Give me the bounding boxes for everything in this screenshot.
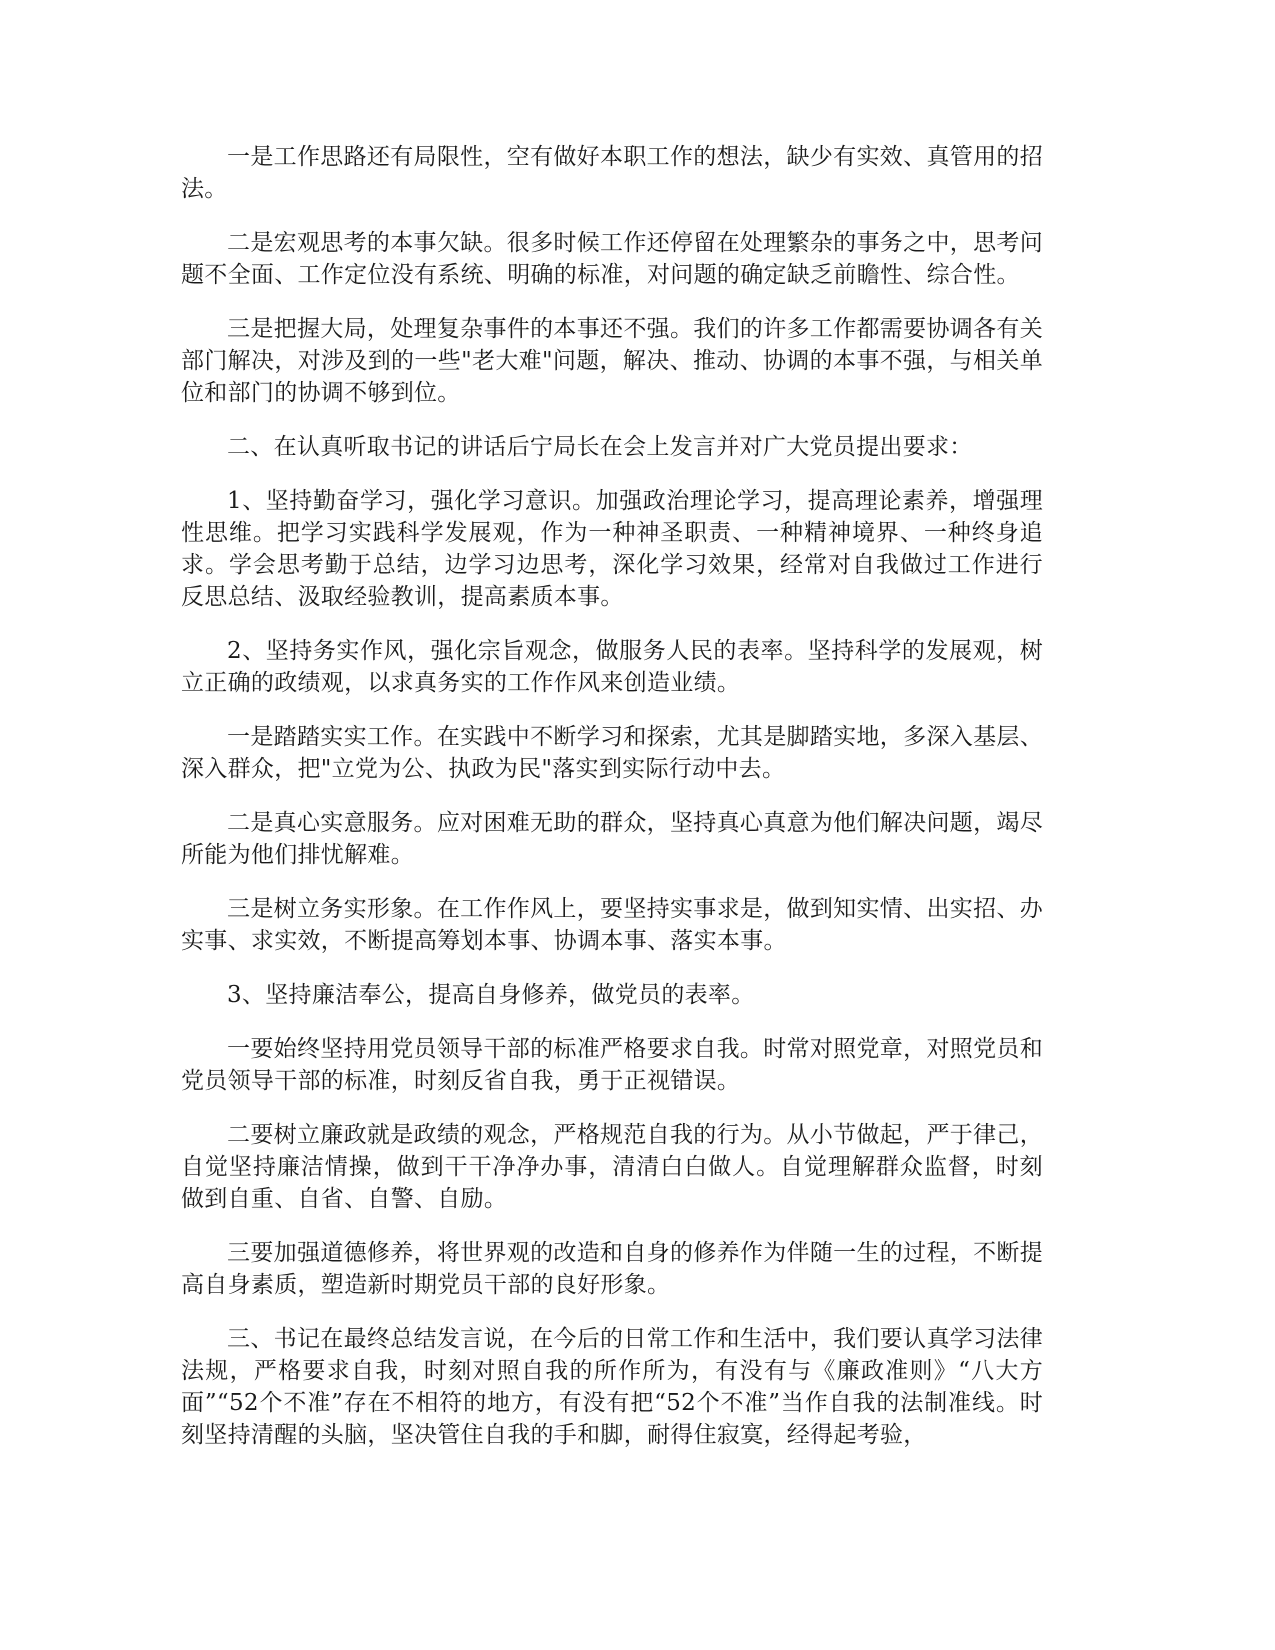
paragraph-7: 一是踏踏实实工作。在实践中不断学习和探索，尤其是脚踏实地，多深入基层、深入群众，把"立党为公、执政为民"落实到实际行动中去。 (181, 724, 1043, 782)
paragraph-6: 2、坚持务实作风，强化宗旨观念，做服务人民的表率。坚持科学的发展观，树立正确的政绩观，以求真务实的工作作风来创造业绩。 (181, 638, 1043, 696)
paragraph-10: 3、坚持廉洁奉公，提高自身修养，做党员的表率。 (227, 982, 755, 1008)
paragraph-14: 三、书记在最终总结发言说，在今后的日常工作和生活中，我们要认真学习法律法规，严格要求自我，时刻对照自我的所作所为，有没有与《廉政准则》“八大方面”“52个不准”存在不相符的地方，有没有把“52个不准”当作自我的法制准线。时刻坚持清醒的头脑，坚决管住自我的手和脚，耐得住寂寞，经得起考验， (181, 1326, 1043, 1448)
paragraph-2: 二是宏观思考的本事欠缺。很多时候工作还停留在处理繁杂的事务之中，思考问题不全面、工作定位没有系统、明确的标准，对问题的确定缺乏前瞻性、综合性。 (181, 230, 1043, 288)
paragraph-8: 二是真心实意服务。应对困难无助的群众，坚持真心真意为他们解决问题，竭尽所能为他们排忧解难。 (181, 810, 1043, 868)
paragraph-4: 二、在认真听取书记的讲话后宁局长在会上发言并对广大党员提出要求： (227, 434, 973, 460)
paragraph-13: 三要加强道德修养，将世界观的改造和自身的修养作为伴随一生的过程，不断提高自身素质，塑造新时期党员干部的良好形象。 (181, 1240, 1043, 1298)
paragraph-9: 三是树立务实形象。在工作作风上，要坚持实事求是，做到知实情、出实招、办实事、求实效，不断提高筹划本事、协调本事、落实本事。 (181, 896, 1043, 954)
paragraph-12: 二要树立廉政就是政绩的观念，严格规范自我的行为。从小节做起，严于律己，自觉坚持廉洁情操，做到干干净净办事，清清白白做人。自觉理解群众监督，时刻做到自重、自省、自警、自励。 (181, 1122, 1043, 1212)
document-body (181, 141, 1043, 1473)
paragraph-11: 一要始终坚持用党员领导干部的标准严格要求自我。时常对照党章，对照党员和党员领导干部的标准，时刻反省自我，勇于正视错误。 (181, 1036, 1043, 1094)
paragraph-3: 三是把握大局，处理复杂事件的本事还不强。我们的许多工作都需要协调各有关部门解决，对涉及到的一些"老大难"问题，解决、推动、协调的本事不强，与相关单位和部门的协调不够到位。 (181, 316, 1043, 406)
paragraph-1: 一是工作思路还有局限性，空有做好本职工作的想法，缺少有实效、真管用的招法。 (181, 144, 1043, 202)
paragraph-5: 1、坚持勤奋学习，强化学习意识。加强政治理论学习，提高理论素养，增强理性思维。把学习实践科学发展观，作为一种神圣职责、一种精神境界、一种终身追求。学会思考勤于总结，边学习边思考，深化学习效果，经常对自我做过工作进行反思总结、汲取经验教训，提高素质本事。 (181, 488, 1043, 610)
